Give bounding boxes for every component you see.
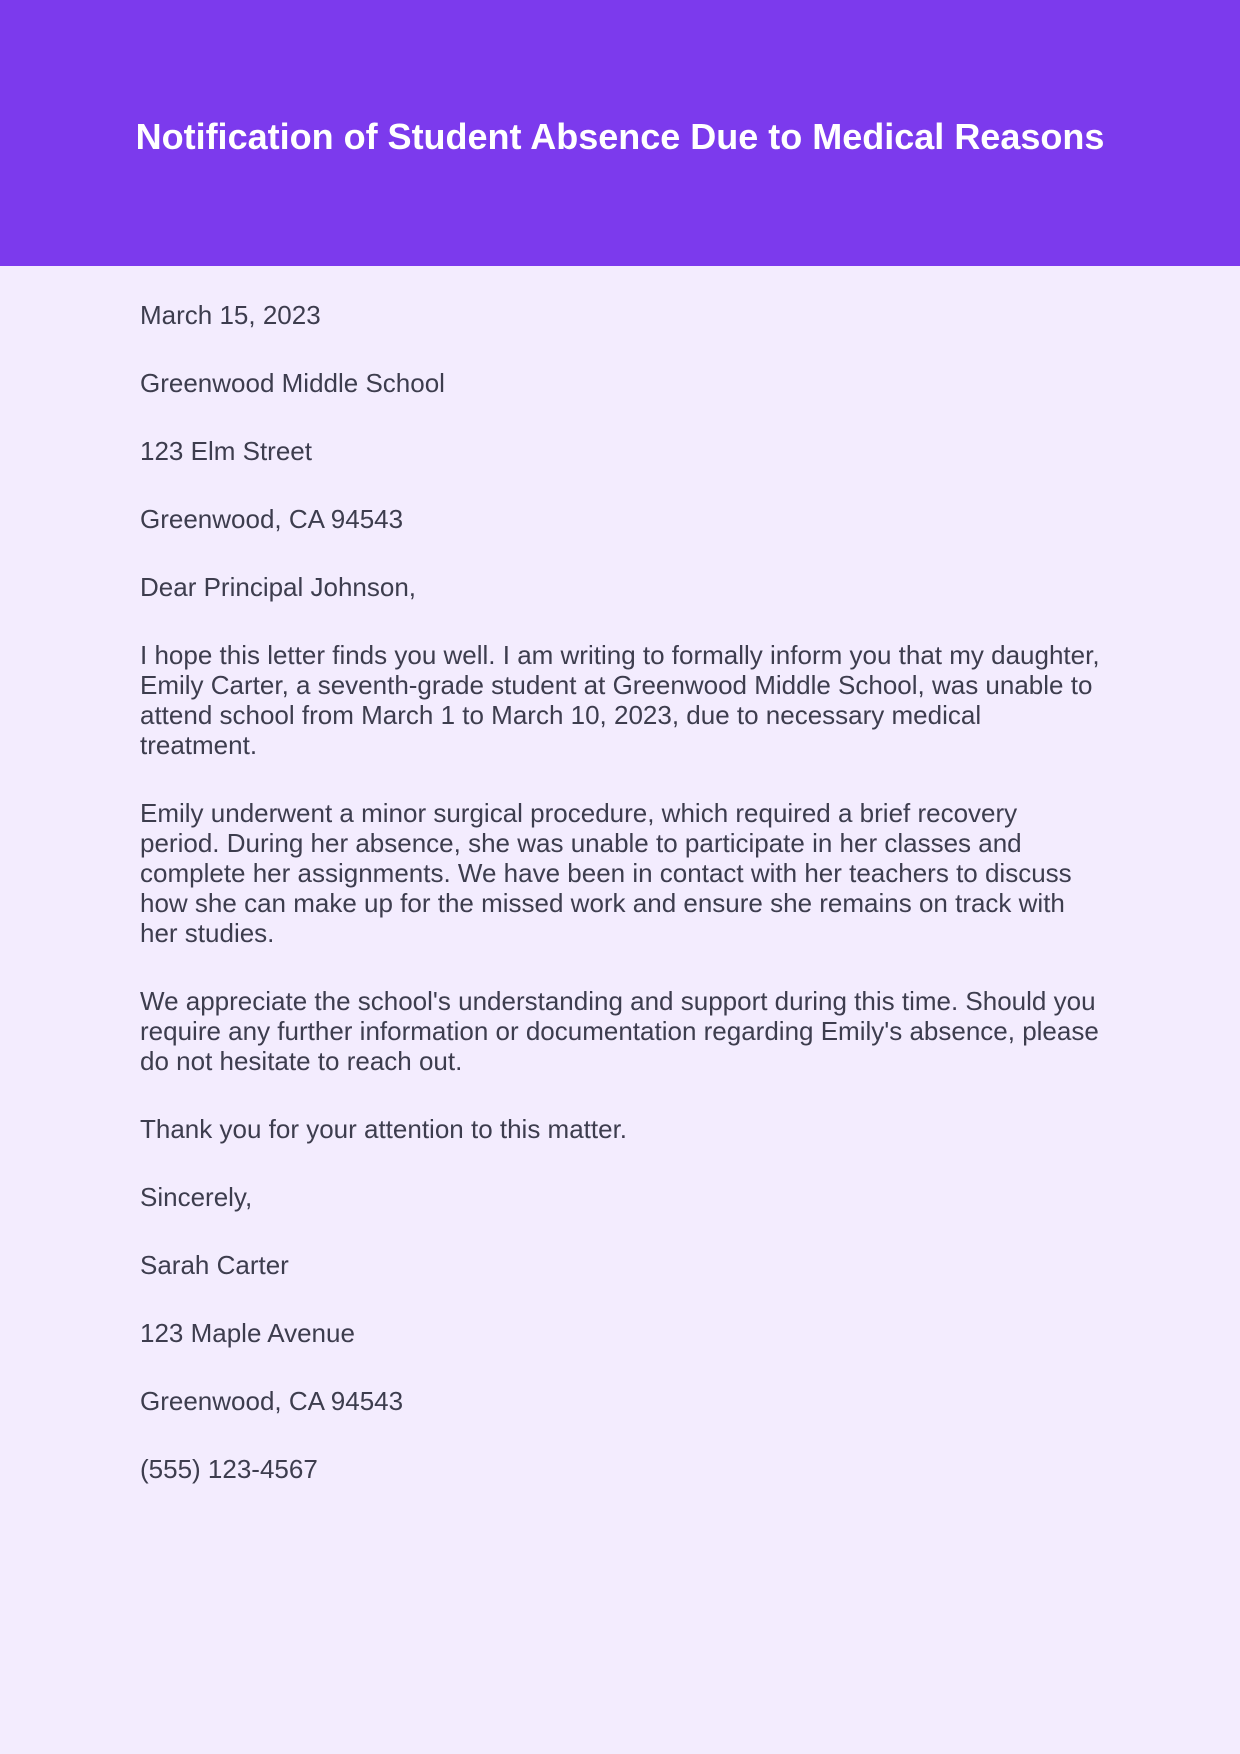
recipient-school: Greenwood Middle School bbox=[140, 368, 445, 398]
sender-city-state-zip: Greenwood, CA 94543 bbox=[140, 1386, 404, 1416]
recipient-city-state-zip: Greenwood, CA 94543 bbox=[140, 504, 404, 534]
closing: Sincerely, bbox=[140, 1182, 253, 1212]
body-paragraph-4: Thank you for your attention to this matter. bbox=[140, 1114, 628, 1144]
letter-header bbox=[0, 0, 1240, 266]
letter-body bbox=[140, 300, 1100, 1522]
sender-phone: (555) 123-4567 bbox=[140, 1454, 318, 1484]
body-paragraph-3: We appreciate the school's understanding and support during this time. Should you require any further information or documentation regarding Emily's absence, please do not hesitate to reach out. bbox=[140, 986, 1099, 1076]
recipient-street: 123 Elm Street bbox=[140, 436, 312, 466]
letter-date: March 15, 2023 bbox=[140, 300, 321, 330]
sender-name: Sarah Carter bbox=[140, 1250, 289, 1280]
body-paragraph-1: I hope this letter finds you well. I am writing to formally inform you that my daughter, Emily Carter, a seventh-grade student at Greenwood Middle School, was unable to attend school from March 1 to March 10, 2023, due to necessary medical treatment. bbox=[140, 640, 1100, 760]
sender-street: 123 Maple Avenue bbox=[140, 1318, 355, 1348]
salutation: Dear Principal Johnson, bbox=[140, 572, 417, 602]
letter-title: Notification of Student Absence Due to Medical Reasons bbox=[135, 116, 1105, 157]
body-paragraph-2: Emily underwent a minor surgical procedure, which required a brief recovery period. During her absence, she was unable to participate in her classes and complete her assignments. We have been in contact with her teachers to discuss how she can make up for the missed work and ensure she remains on track with her studies. bbox=[140, 798, 1072, 948]
